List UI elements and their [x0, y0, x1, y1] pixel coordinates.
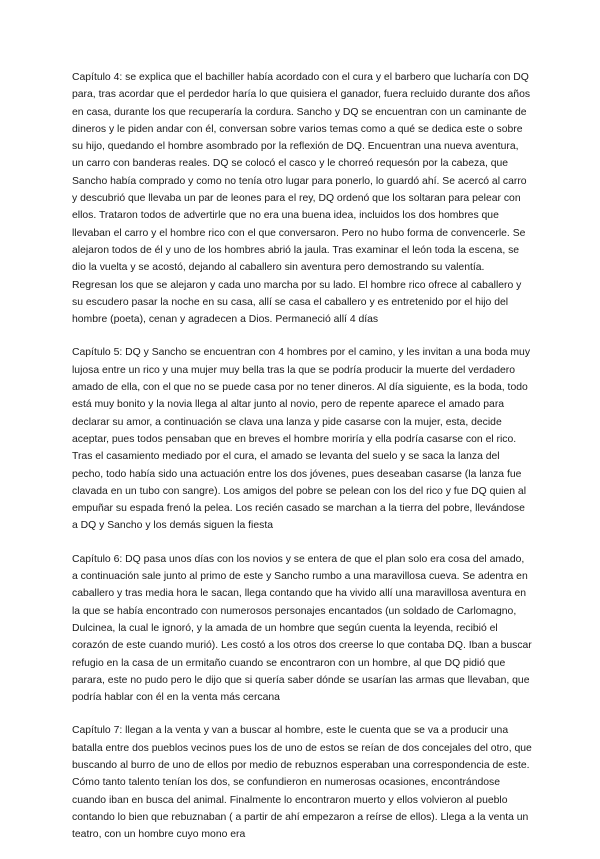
paragraph-capitulo-4: Capítulo 4: se explica que el bachiller había acordado con el cura y el barbero que lucharía con DQ para, tras acordar que el perdedor haría lo que quisiera el ganador, fuera recluido durante dos años en casa, durante los que recuperaría la cordura. Sancho y DQ se encuentran con un caminante de dineros y le piden andar con él, conversan sobre varios temas como a qué se dedica este o sobre su hijo, quedando el hombre asombrado por la reflexión de DQ. Encuentran una nueva aventura, un carro con banderas reales. DQ se colocó el casco y le chorreó requesón por la cabeza, que Sancho había comprado y como no tenía otro lugar para ponerlo, lo guardó ahí. Se acercó al carro y descubrió que llevaba un par de leones para el rey, DQ ordenó que los soltaran para pelear con ellos. Trataron todos de advertirle que no era una buena idea, incluidos los dos hombres que llevaban el carro y el hombre rico con el que conversaron. Pero no hubo forma de convencerle. Se alejaron todos de él y uno de los hombres abrió la jaula. Tras examinar el león toda la escena, se dio la vuelta y se acostó, dejando al caballero sin aventura pero demostrando su valentía. Regresan los que se alejaron y cada uno marcha por su lado. El hombre rico ofrece al caballero y su escudero pasar la noche en su casa, allí se casa el caballero y es entretenido por el hijo del hombre (poeta), cenan y agradecen a Dios. Permaneció allí 4 días	[72, 72, 531, 326]
paragraph-capitulo-7: Capítulo 7: llegan a la venta y van a buscar al hombre, este le cuenta que se va a producir una batalla entre dos pueblos vecinos pues los de uno de estos se reían de dos concejales del otro, que buscando al burro de uno de ellos por medio de rebuznos esperaban una correspondencia de este. Cómo tanto talento tenían los dos, se confundieron en numerosas ocasiones, encontrándose cuando iban en busca del animal. Finalmente lo encontraron muerto y ellos volvieron al pueblo contando lo bien que rebuznaban ( a partir de ahí empezaron a reírse de ellos). Llega a la venta un teatro, con un hombre cuyo mono era	[72, 725, 532, 841]
document-body	[72, 69, 532, 859]
paragraph-capitulo-6: Capítulo 6: DQ pasa unos días con los novios y se entera de que el plan solo era cosa del amado, a continuación sale junto al primo de este y Sancho rumbo a una maravillosa cueva. Se adentra en caballero y tras media hora le sacan, llega contando que ha vivido allí una maravillosa aventura en la que se había encontrado con numerosos personajes encantados (un soldado de Carlomagno, Dulcinea, la cual le ignoró, y la amada de un hombre que según cuenta la leyenda, recibió el corazón de este cuando murió). Les costó a los otros dos creerse lo que contaba DQ. Iban a buscar refugio en la casa de un ermitaño cuando se encontraron con un hombre, al que DQ pidió que parara, este no pudo pero le dijo que si quería saber dónde se usarían las armas que llevaban, que podría hablar con él en la venta más cercana	[72, 553, 532, 704]
paragraph-capitulo-5: Capítulo 5: DQ y Sancho se encuentran con 4 hombres por el camino, y les invitan a una boda muy lujosa entre un rico y una mujer muy bella tras la que se podría producir la muerte del verdadero amado de ella, con el que no se puede casa por no tener dineros. Al día siguiente, es la boda, todo está muy bonito y la novia llega al altar junto al novio, pero de repente aparece el amado para declarar su amor, a continuación se clava una lanza y pide casarse con la mujer, esta, decide aceptar, pues todos pensaban que en breves el hombre moriría y ella podría casarse con el rico. Tras el casamiento mediado por el cura, el amado se levanta del suelo y se saca la lanza del pecho, todo había sido una actuación entre los dos jóvenes, pues deseaban casarse (la lanza fue clavada en un tubo con sangre). Los amigos del pobre se pelean con los del rico y fue DQ quien al empuñar su espada frenó la pelea. Los recién casado se marchan a la tierra del pobre, llevándose a DQ y Sancho y los demás siguen la fiesta	[72, 347, 531, 532]
